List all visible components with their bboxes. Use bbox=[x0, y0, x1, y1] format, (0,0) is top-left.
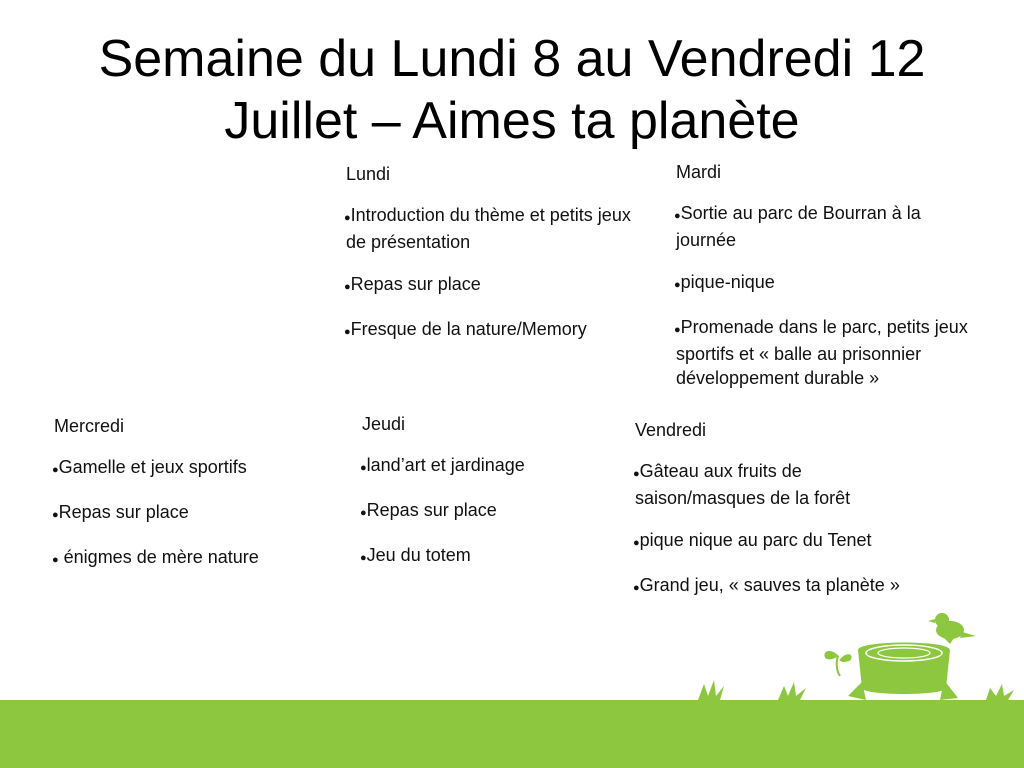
list-item bbox=[54, 545, 334, 572]
list-item-text: pique-nique bbox=[680, 272, 775, 292]
title-line-1: Semaine du Lundi 8 au Vendredi 12 bbox=[98, 30, 926, 88]
day-name: Vendredi bbox=[635, 420, 707, 440]
bullet-icon: ● bbox=[344, 212, 351, 224]
day-name: Mardi bbox=[676, 162, 722, 182]
list-item-text: énigmes de mère nature bbox=[58, 547, 259, 567]
list-item bbox=[54, 500, 334, 527]
list-item bbox=[635, 573, 905, 600]
bullet-icon: ● bbox=[344, 326, 351, 338]
bullet-icon: ● bbox=[52, 554, 59, 566]
list-item bbox=[676, 270, 974, 297]
bullet-icon: ● bbox=[633, 582, 640, 594]
list-item bbox=[362, 453, 602, 480]
bullet-icon: ● bbox=[633, 537, 640, 549]
list-item bbox=[54, 455, 334, 482]
bullet-icon: ● bbox=[52, 509, 59, 521]
list-item bbox=[676, 315, 974, 390]
list-item bbox=[635, 528, 905, 555]
day-block-vendredi bbox=[635, 418, 905, 618]
bird-icon bbox=[928, 613, 976, 644]
list-item-text: land’art et jardinage bbox=[366, 455, 525, 475]
day-name: Jeudi bbox=[362, 414, 406, 434]
list-item bbox=[362, 498, 602, 525]
bullet-icon: ● bbox=[344, 281, 351, 293]
list-item-text: Fresque de la nature/Memory bbox=[350, 319, 587, 339]
sprout-icon bbox=[825, 652, 851, 676]
list-item bbox=[676, 201, 974, 252]
grass-ground bbox=[0, 700, 1024, 768]
list-item-text: Introduction du thème et petits jeux de présentation bbox=[346, 205, 631, 252]
page-title bbox=[0, 28, 1024, 152]
bullet-icon: ● bbox=[360, 552, 367, 564]
bullet-icon: ● bbox=[674, 279, 681, 291]
list-item bbox=[346, 317, 636, 344]
list-item-text: Jeu du totem bbox=[366, 545, 471, 565]
bullet-icon: ● bbox=[674, 324, 681, 336]
list-item-text: Sortie au parc de Bourran à la journée bbox=[676, 203, 921, 250]
title-line-2: Juillet – Aimes ta planète bbox=[224, 92, 800, 150]
list-item bbox=[346, 272, 636, 299]
list-item-text: Promenade dans le parc, petits jeux sportifs et « balle au prisonnier développement durable » bbox=[676, 317, 968, 388]
bullet-icon: ● bbox=[52, 464, 59, 476]
nature-decoration bbox=[0, 600, 1024, 710]
bullet-icon: ● bbox=[360, 507, 367, 519]
bullet-icon: ● bbox=[633, 468, 640, 480]
day-block-jeudi bbox=[362, 412, 602, 588]
list-item-text: pique nique au parc du Tenet bbox=[639, 530, 872, 550]
list-item-text: Gamelle et jeux sportifs bbox=[58, 457, 247, 477]
bullet-icon: ● bbox=[360, 462, 367, 474]
list-item bbox=[346, 203, 636, 254]
list-item-text: Grand jeu, « sauves ta planète » bbox=[639, 575, 900, 595]
day-block-mercredi bbox=[54, 414, 334, 590]
list-item-text: Repas sur place bbox=[58, 502, 189, 522]
list-item bbox=[362, 543, 602, 570]
day-name: Mercredi bbox=[54, 416, 125, 436]
bullet-icon: ● bbox=[674, 210, 681, 222]
day-block-lundi bbox=[346, 162, 636, 362]
day-block-mardi bbox=[676, 160, 974, 408]
list-item-text: Repas sur place bbox=[366, 500, 497, 520]
list-item-text: Repas sur place bbox=[350, 274, 481, 294]
day-name: Lundi bbox=[346, 164, 391, 184]
list-item-text: Gâteau aux fruits de saison/masques de la forêt bbox=[635, 461, 851, 508]
list-item bbox=[635, 459, 905, 510]
